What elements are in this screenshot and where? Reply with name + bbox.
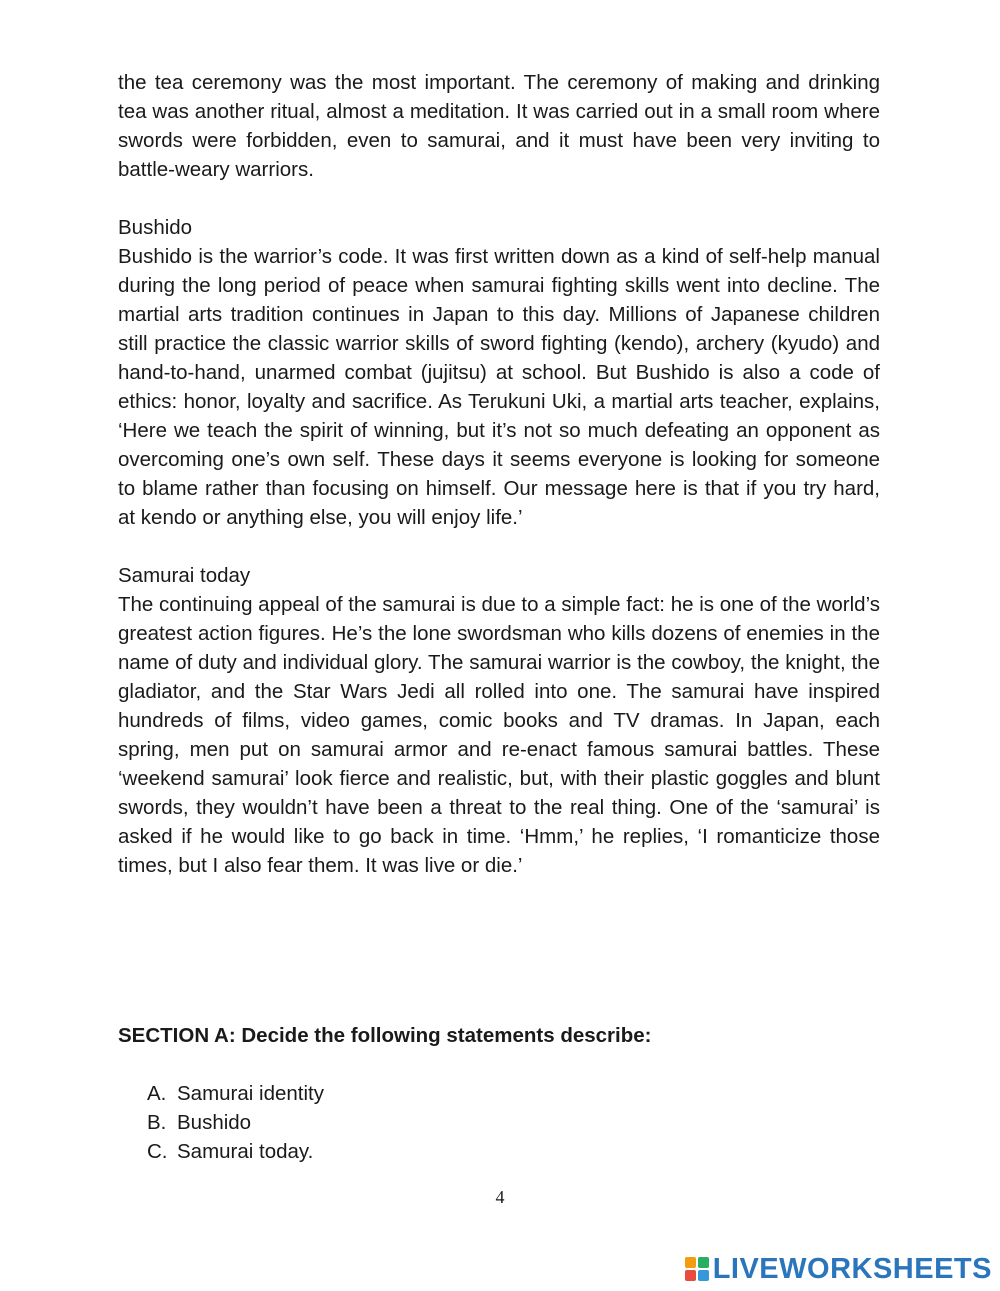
brand-name: LIVEWORKSHEETS — [712, 1252, 992, 1285]
document-body — [118, 68, 880, 880]
option-text: Bushido — [177, 1111, 252, 1134]
logo-square-l — [685, 1257, 696, 1268]
option-letter: C. — [147, 1140, 168, 1163]
liveworksheets-logo-icon — [685, 1257, 709, 1281]
logo-square-i — [698, 1257, 709, 1268]
option-text: Samurai identity — [177, 1082, 324, 1105]
logo-square-e — [698, 1270, 709, 1281]
liveworksheets-brand — [685, 1253, 992, 1285]
section-body-bushido: Bushido is the warrior’s code. It was first written down as a kind of self-help manual during the long period of peace when samurai fighting skills went into decline. The martial arts tradition continues in Japan to this day. Millions of Japanese children still practice the classic warrior skills of sword fighting (kendo), archery (kyudo) and hand-to-hand, unarmed combat (jujitsu) at school. But Bushido is also a code of ethics: honor, loyalty and sacrifice. As Terukuni Uki, a martial arts teacher, explains, ‘Here we teach the spirit of winning, but it’s not so much defeating an opponent as overcoming one’s own self. These days it seems everyone is looking for someone to blame rather than focusing on himself. Our message here is that if you try hard, at kendo or anything else, you will enjoy life.’ — [118, 245, 880, 529]
option-a — [147, 1079, 324, 1108]
section-a-title: SECTION A: Decide the following statements describe: — [118, 1024, 652, 1047]
option-c — [147, 1137, 324, 1166]
intro-paragraph: the tea ceremony was the most important. The ceremony of making and drinking tea was another ritual, almost a meditation. It was carried out in a small room where swords were forbidden, even to samurai, and it must have been very inviting to battle-weary warriors. — [118, 71, 880, 181]
option-b — [147, 1108, 324, 1137]
section-body-samurai-today: The continuing appeal of the samurai is due to a simple fact: he is one of the world’s greatest action figures. He’s the lone swordsman who kills dozens of enemies in the name of duty and individual glory. The samurai warrior is the cowboy, the knight, the gladiator, and the Star Wars Jedi all rolled into one. The samurai have inspired hundreds of films, video games, comic books and TV dramas. In Japan, each spring, men put on samurai armor and re-enact famous samurai battles. These ‘weekend samurai’ look fierce and realistic, but, with their plastic goggles and blunt swords, they wouldn’t have been a threat to the real thing. One of the ‘samurai’ is asked if he would like to go back in time. ‘Hmm,’ he replies, ‘I romanticize those times, but I also fear them. It was live or die.’ — [118, 593, 880, 877]
section-heading-bushido: Bushido — [118, 216, 193, 239]
page-number: 4 — [495, 1187, 505, 1207]
option-letter: A. — [147, 1082, 167, 1105]
logo-square-v — [685, 1270, 696, 1281]
option-text: Samurai today. — [177, 1140, 314, 1163]
section-heading-samurai-today: Samurai today — [118, 564, 251, 587]
option-letter: B. — [147, 1111, 167, 1134]
section-a-options — [147, 1079, 324, 1166]
